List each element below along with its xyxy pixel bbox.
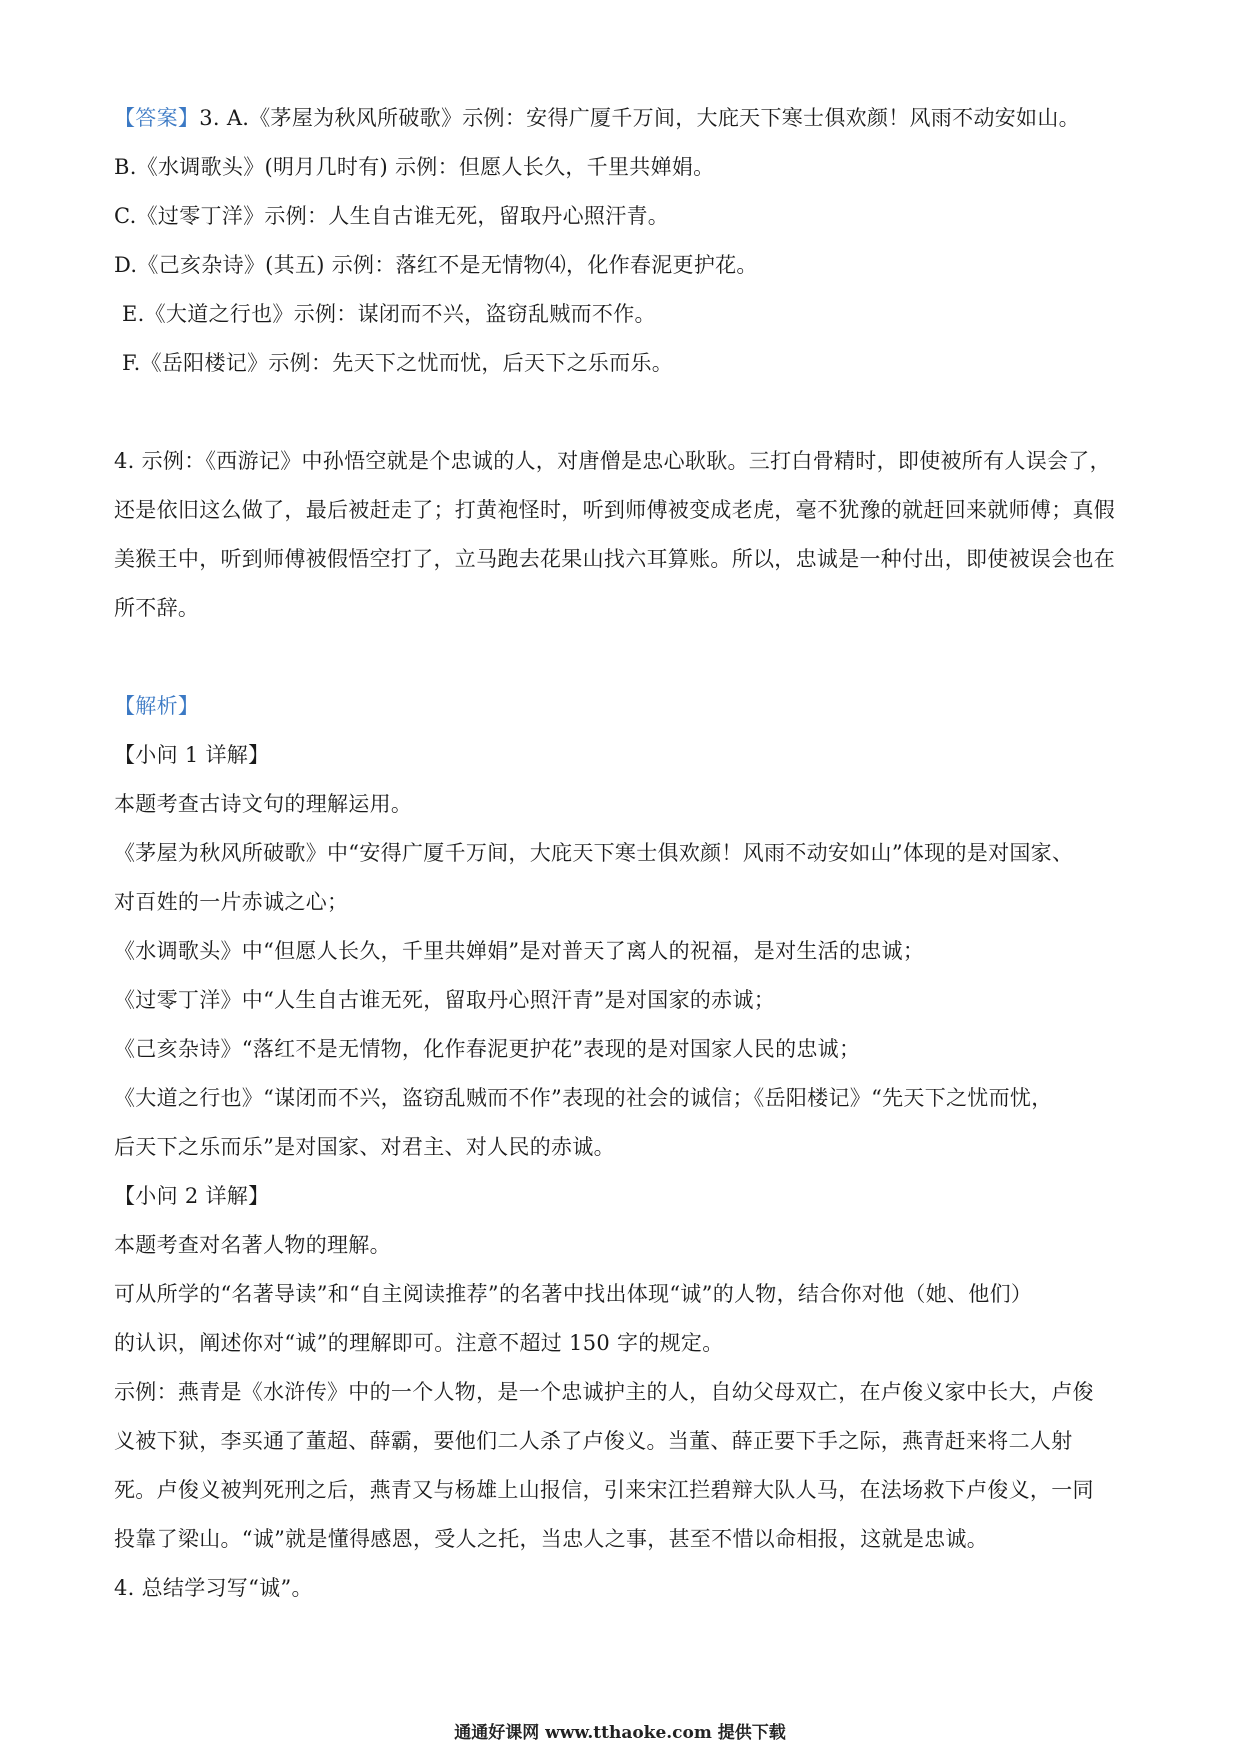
q1-line-1: 本题考查古诗文句的理解运用。 (114, 792, 413, 816)
answer-line-e: E.《大道之行也》示例：谋闭而不兴，盗窃乱贼而不作。 (122, 302, 656, 326)
q4-line-1: 4. 示例：《西游记》中孙悟空就是个忠诚的人，对唐僧是忠心耿耿。三打白骨精时，即使被所有人误会了， (114, 449, 1111, 473)
q2-line-5: 义被下狱，李买通了董超、薛霸，要他们二人杀了卢俊义。当董、薛正要下手之际，燕青赶来将二人射 (114, 1429, 1073, 1453)
q1-line-6: 《己亥杂诗》“落红不是无情物，化作春泥更护花”表现的是对国家人民的忠诚； (114, 1037, 861, 1061)
q2-line-7: 投靠了梁山。“诚”就是懂得感恩，受人之托，当忠人之事，甚至不惜以命相报，这就是忠诚。 (114, 1527, 989, 1551)
q1-line-2: 《茅屋为秋风所破歌》中“安得广厦千万间，大庇天下寒士俱欢颜！风雨不动安如山”体现的是对国家、 (114, 841, 1074, 865)
q4-line-3: 美猴王中，听到师傅被假悟空打了，立马跑去花果山找六耳算账。所以，忠诚是一种付出，即使被误会也在 (114, 547, 1116, 571)
q2-line-1: 本题考查对名著人物的理解。 (114, 1233, 391, 1257)
analysis-tag: 【解析】 (114, 694, 200, 718)
answer-line-1 (114, 103, 1134, 133)
q1-line-8: 后天下之乐而乐”是对国家、对君主、对人民的赤诚。 (114, 1135, 615, 1159)
answer-text: 3. A.《茅屋为秋风所破歌》示例：安得广厦千万间，大庇天下寒士俱欢颜！风雨不动安如山。 (199, 106, 1080, 130)
q2-line-4: 示例：燕青是《水浒传》中的一个人物，是一个忠诚护主的人，自幼父母双亡，在卢俊义家中长大，卢俊 (114, 1380, 1094, 1404)
page-footer: 通通好课网 www.tthaoke.com 提供下载 (454, 1723, 786, 1743)
q2-line-3: 的认识，阐述你对“诚”的理解即可。注意不超过 150 字的规定。 (114, 1331, 724, 1355)
answer-line-b: B.《水调歌头》(明月几时有) 示例：但愿人长久，千里共婵娟。 (114, 155, 715, 179)
q2-line-8: 4. 总结学习写“诚”。 (114, 1576, 313, 1600)
q2-line-2: 可从所学的“名著导读”和“自主阅读推荐”的名著中找出体现“诚”的人物，结合你对他（她、他们） (114, 1282, 1033, 1306)
q1-line-3: 对百姓的一片赤诚之心； (114, 890, 349, 914)
q2-line-6: 死。卢俊义被判死刑之后，燕青又与杨雄上山报信，引来宋江拦碧辩大队人马，在法场救下卢俊义，一同 (114, 1478, 1094, 1502)
answer-line-d: D.《己亥杂诗》(其五) 示例：落红不是无情物⑷，化作春泥更护花。 (114, 253, 758, 277)
q1-heading: 【小问 1 详解】 (114, 743, 270, 767)
answer-tag: 【答案】 (114, 106, 200, 130)
q1-line-4: 《水调歌头》中“但愿人长久，千里共婵娟”是对普天了离人的祝福，是对生活的忠诚； (114, 939, 925, 963)
q1-line-5: 《过零丁洋》中“人生自古谁无死，留取丹心照汗青”是对国家的赤诚； (114, 988, 776, 1012)
answer-line-f: F.《岳阳楼记》示例：先天下之忧而忧，后天下之乐而乐。 (122, 351, 674, 375)
q2-heading: 【小问 2 详解】 (114, 1184, 270, 1208)
q1-line-7: 《大道之行也》“谋闭而不兴，盗窃乱贼而不作”表现的社会的诚信；《岳阳楼记》“先天下之忧而忧， (114, 1086, 1053, 1110)
q4-line-4: 所不辞。 (114, 596, 200, 620)
answer-line-c: C.《过零丁洋》示例：人生自古谁无死，留取丹心照汗青。 (114, 204, 670, 228)
q4-line-2: 还是依旧这么做了，最后被赶走了；打黄袍怪时，听到师傅被变成老虎，毫不犹豫的就赶回来就师傅；真假 (114, 498, 1116, 522)
